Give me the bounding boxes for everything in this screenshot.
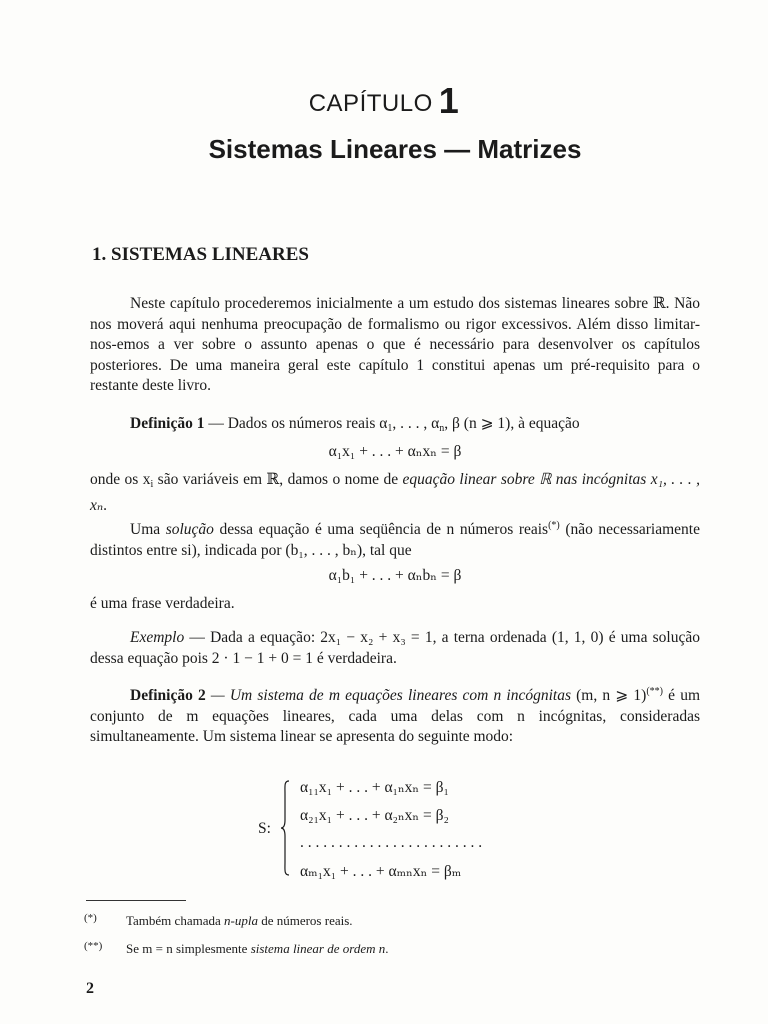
footnote-2-term: sistema linear de ordem n xyxy=(250,941,386,956)
definition-2-cond: (m, n ⩾ 1) xyxy=(570,687,647,705)
definition-1-after-a: onde os x xyxy=(90,471,151,488)
definition-1: Definição 1 — Dados os números reais $\alpha_1$, . . . , $\alpha_n$, β (n ⩾ 1), à equação xyxy=(130,415,580,434)
solution-b: dessa equação é uma seqüência de n números reais xyxy=(213,521,549,539)
definition-2-term: — Um sistema de m equações lineares com n incógnitas xyxy=(205,687,571,705)
footnote-2 xyxy=(84,940,389,957)
linear-equation: α₁x₁ + . . . + αₙxₙ = β xyxy=(328,443,462,460)
chapter-word: CAPÍTULO xyxy=(308,90,433,117)
definition-2-label: Definição 2 xyxy=(130,687,206,705)
system-label: S: xyxy=(258,820,271,837)
definition-1-term: equação linear sobre ℝ nas incógnitas x₁, . . . , xₙ xyxy=(90,471,700,514)
definition-1-end: . xyxy=(103,496,108,514)
chapter-title: Sistemas Lineares — Matrizes xyxy=(208,134,582,164)
footnote-ref-1: (*) xyxy=(548,520,560,531)
definition-2 xyxy=(90,682,700,748)
definition-1-continuation: onde os $x_i$ são variáveis em ℝ, damos o nome de equação linear sobre ℝ nas incógnitas x₁, . . . , xₙ. xyxy=(90,471,700,514)
solution-a: Uma xyxy=(130,521,166,539)
footnote-2-mark: (**) xyxy=(84,940,103,952)
definition-2-text: é um conjunto de m equações lineares, cada uma delas com n incógnitas, consideradas simultaneamente. Um sistema linear se apresenta do seguinte modo: xyxy=(90,687,701,746)
page-number: 2 xyxy=(86,980,94,997)
footnote-1-mark: (*) xyxy=(84,912,97,924)
footnote-2-b: . xyxy=(385,941,389,956)
left-brace-icon xyxy=(280,780,290,876)
footnote-2-a: Se m = n simplesmente xyxy=(126,941,251,956)
section-title: 1. SISTEMAS LINEARES xyxy=(92,244,309,265)
definition-1-mid2: , β (n ⩾ 1), à equação xyxy=(444,415,580,432)
definition-1-lead: — Dados os números reais α xyxy=(204,415,388,432)
footnote-ref-2: (**) xyxy=(646,686,664,697)
definition-1-after-b: são variáveis em ℝ, damos o nome de xyxy=(153,471,403,488)
solution-c: (não necessariamente distintos entre si), indicada por (b₁, . . . , bₙ), tal que xyxy=(90,521,700,559)
example-label: Exemplo xyxy=(130,629,185,646)
footnote-1-a: Também chamada xyxy=(126,913,224,928)
example-text: — Dada a equação: 2x₁ − x₂ + x₃ = 1, a terna ordenada (1, 1, 0) é uma solução dessa equação pois 2 · 1 − 1 + 0 = 1 é verdadeira. xyxy=(90,629,700,667)
solution-paragraph xyxy=(90,516,700,561)
footnote-divider xyxy=(86,900,186,901)
system-row-2: α₂₁x₁ + . . . + α₂ₙxₙ = β₂ xyxy=(300,807,449,824)
linear-system xyxy=(258,776,558,886)
solution-equation: α₁b₁ + . . . + αₙbₙ = β xyxy=(328,567,462,584)
footnote-1-b: de números reais. xyxy=(257,913,353,928)
chapter-label xyxy=(0,80,768,122)
system-row-1: α₁₁x₁ + . . . + α₁ₙxₙ = β₁ xyxy=(300,779,449,796)
solution-term: solução xyxy=(165,521,214,539)
intro-paragraph: Neste capítulo procederemos inicialmente a um estudo dos sistemas lineares sobre ℝ. Não nos moverá aqui nenhuma preocupação de formalismo ou rigor excessivos. Além disso limitar-nos-emos a ver sobre o assunto apenas o que é necessário para desenvolver os capítulos posteriores. De uma maneira geral este capítulo 1 constitui apenas um pré-requisito para o restante deste livro. xyxy=(90,295,700,394)
system-row-dots: . . . . . . . . . . . . . . . . . . . . . . . . xyxy=(300,834,483,851)
definition-1-label: Definição 1 xyxy=(130,415,205,432)
system-row-m: αₘ₁x₁ + . . . + αₘₙxₙ = βₘ xyxy=(300,863,462,880)
chapter-number: 1 xyxy=(438,80,460,121)
solution-after: é uma frase verdadeira. xyxy=(90,595,235,612)
footnote-1-term: n-upla xyxy=(224,913,258,928)
footnote-1 xyxy=(84,912,353,929)
example-paragraph xyxy=(90,628,700,669)
definition-1-mid1: , . . . , α xyxy=(392,415,440,432)
